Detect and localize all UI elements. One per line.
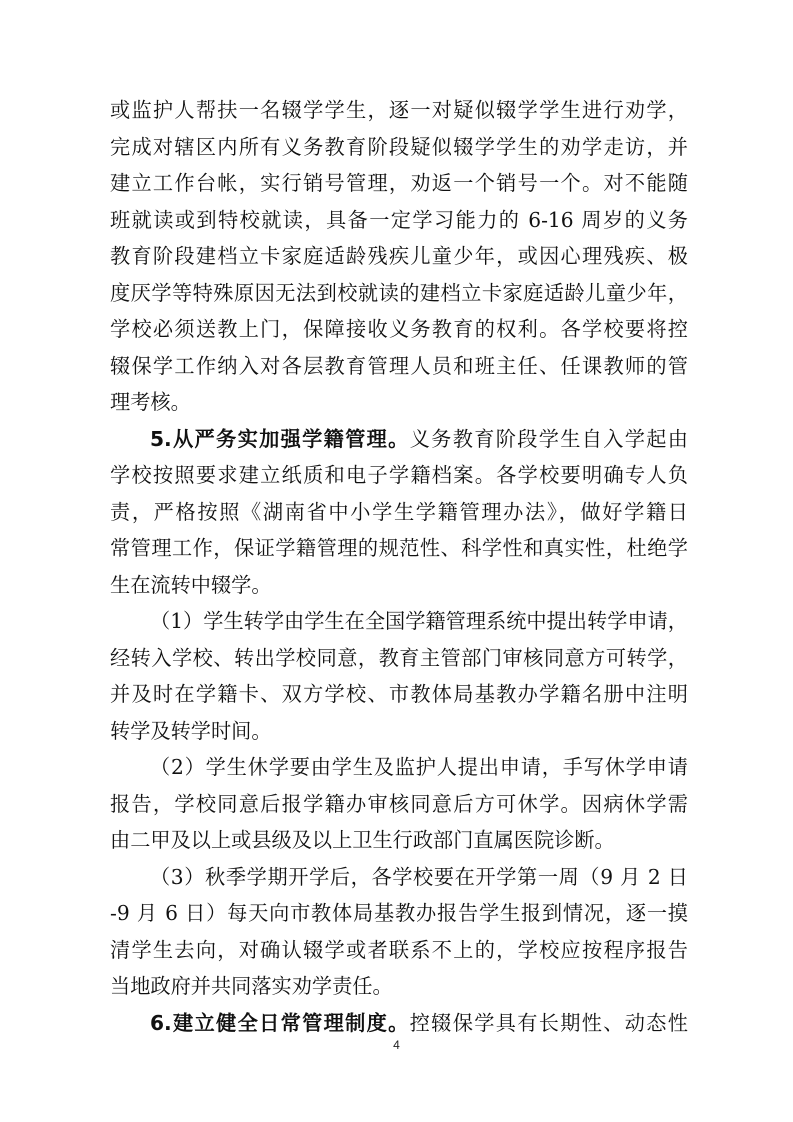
body-line: 或监护人帮扶一名辍学学生，逐一对疑似辍学学生进行劝学， [110, 98, 688, 122]
section-6-text: 控辍保学具有长期性、动态性 [409, 1010, 688, 1035]
item-1-line: （1）学生转学由学生在全国学籍管理系统中提出转学申请， [150, 609, 688, 633]
section-5-line: 常管理工作，保证学籍管理的规范性、科学性和真实性，杜绝学 [110, 536, 688, 560]
body-line: 理考核。 [110, 390, 191, 414]
body-line: 班就读或到特校就读，具备一定学习能力的 6-16 周岁的义务 [110, 207, 688, 232]
section-6-first-line [150, 1006, 688, 1040]
item-1-line: 并及时在学籍卡、双方学校、市教体局基教办学籍名册中注明 [110, 682, 688, 706]
section-6-heading: 6.建立健全日常管理制度。 [150, 1010, 410, 1035]
section-5-first-line [150, 422, 688, 456]
item-3-line: （3）秋季学期开学后，各学校要在开学第一周（9 月 2 日 [150, 864, 688, 889]
item-1-line: 转学及转学时间。 [110, 718, 272, 743]
body-line: 度厌学等特殊原因无法到校就读的建档立卡家庭适龄儿童少年， [110, 280, 688, 305]
section-5-text: 义务教育阶段学生自入学起由 [409, 426, 688, 451]
section-5-line: 学校按照要求建立纸质和电子学籍档案。各学校要明确专人负 [110, 463, 688, 487]
body-line: 学校必须送教上门，保障接收义务教育的权利。各学校要将控 [110, 317, 688, 341]
item-3-line: 当地政府并共同落实劝学责任。 [110, 974, 393, 998]
item-2-line: 报告，学校同意后报学籍办审核同意后方可休学。因病休学需 [110, 791, 688, 816]
body-line: 教育阶段建档立卡家庭适龄残疾儿童少年，或因心理残疾、极 [110, 244, 688, 268]
item-3-line: 清学生去向，对确认辍学或者联系不上的，学校应按程序报告 [110, 937, 688, 962]
item-2-line: 由二甲及以上或县级及以上卫生行政部门直属医院诊断。 [110, 828, 615, 852]
body-line: 建立工作台帐，实行销号管理，劝返一个销号一个。对不能随 [110, 171, 688, 195]
section-5-heading: 5.从严务实加强学籍管理。 [150, 426, 410, 451]
item-3-line: -9 月 6 日）每天向市教体局基教办报告学生报到情况，逐一摸 [110, 901, 688, 925]
section-5-line: 生在流转中辍学。 [110, 572, 272, 597]
body-line: 完成对辖区内所有义务教育阶段疑似辍学学生的劝学走访，并 [110, 134, 688, 159]
page-number: 4 [393, 1038, 400, 1052]
section-5-line: 责，严格按照《湖南省中小学生学籍管理办法》，做好学籍日 [110, 499, 688, 524]
item-2-line: （2）学生休学要由学生及监护人提出申请，手写休学申请 [150, 755, 688, 779]
item-1-line: 经转入学校、转出学校同意，教育主管部门审核同意方可转学， [110, 645, 688, 670]
body-line: 辍保学工作纳入对各层教育管理人员和班主任、任课教师的管 [110, 353, 688, 378]
